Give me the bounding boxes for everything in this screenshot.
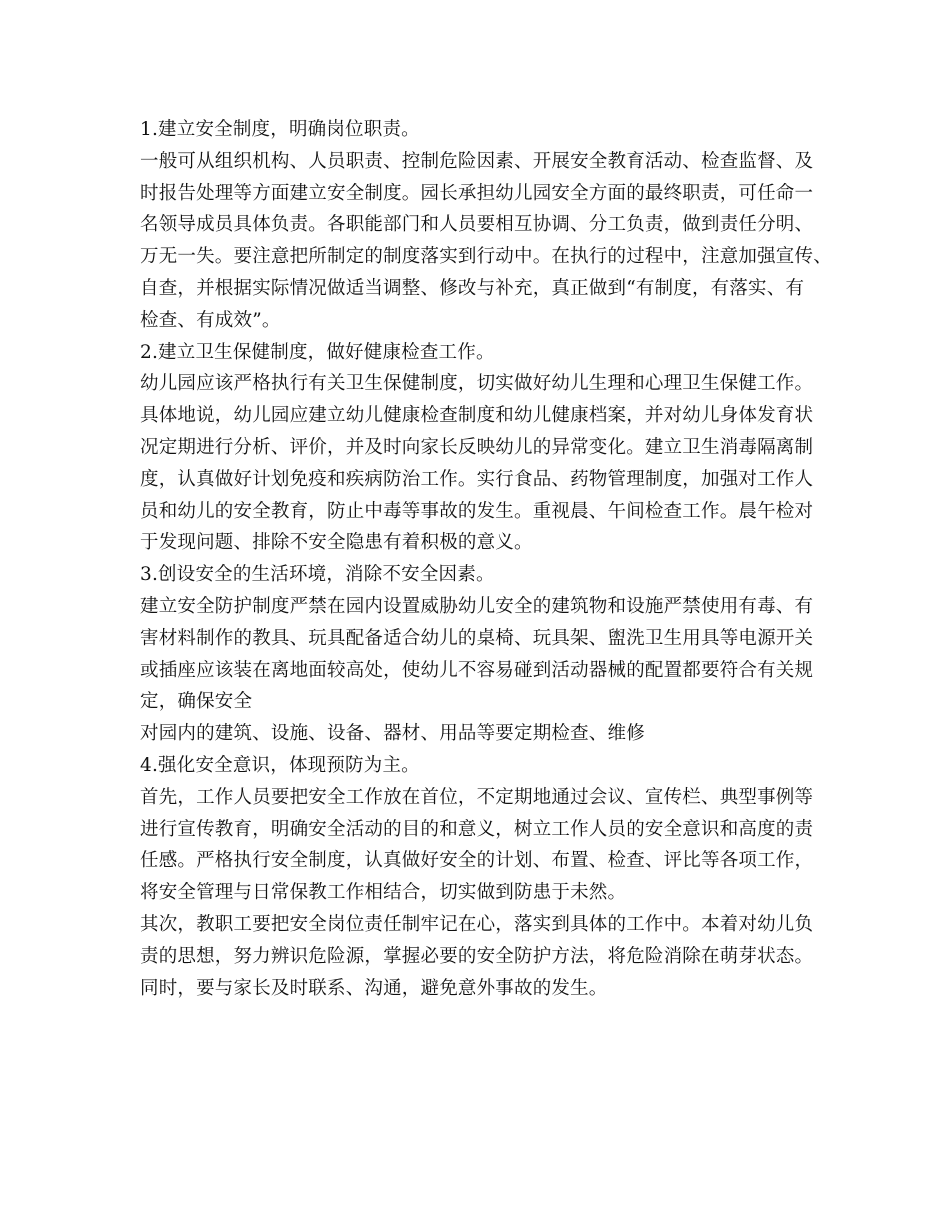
paragraph-line: 幼儿园应该严格执行有关卫生保健制度，切实做好幼儿生理和心理卫生保健工作。 (140, 373, 814, 395)
paragraph-line: 具体地说，幼儿园应建立幼儿健康检查制度和幼儿健康档案，并对幼儿身体发育状 (140, 405, 814, 427)
paragraph-line: 于发现问题、排除不安全隐患有着积极的意义。 (140, 532, 533, 554)
paragraph-line: 其次，教职工要把安全岗位责任制牢记在心，落实到具体的工作中。本着对幼儿负 (140, 913, 814, 935)
heading-1: 1.建立安全制度，明确岗位职责。 (140, 119, 420, 140)
paragraph-line: 任感。严格执行安全制度，认真做好安全的计划、布置、检查、评比等各项工作， (140, 850, 814, 872)
heading-2: 2.建立卫生保健制度，做好健康检查工作。 (140, 341, 495, 363)
paragraph-line: 检查、有成效”。 (140, 309, 281, 331)
paragraph-line: 对园内的建筑、设施、设备、器材、用品等要定期检查、维修 (140, 723, 645, 745)
paragraph-line: 建立安全防护制度严禁在园内设置威胁幼儿安全的建筑物和设施严禁使用有毒、有 (140, 595, 814, 617)
heading-4: 4.强化安全意识，体现预防为主。 (140, 754, 420, 776)
paragraph-line: 首先，工作人员要把安全工作放在首位，不定期地通过会议、宣传栏、典型事例等 (140, 786, 814, 808)
paragraph-line: 员和幼儿的安全教育，防止中毒等事故的发生。重视晨、午间检查工作。晨午检对 (140, 500, 814, 522)
paragraph-line: 将安全管理与日常保教工作相结合，切实做到防患于未然。 (140, 882, 627, 904)
paragraph-line: 时报告处理等方面建立安全制度。园长承担幼儿园安全方面的最终职责，可任命一 (140, 182, 814, 204)
paragraph-line: 责的思想，努力辨识危险源，掌握必要的安全防护方法，将危险消除在萌芽状态。 (140, 945, 814, 967)
paragraph-line: 一般可从组织机构、人员职责、控制危险因素、开展安全教育活动、检查监督、及 (140, 150, 814, 172)
paragraph-line: 度，认真做好计划免疫和疾病防治工作。实行食品、药物管理制度，加强对工作人 (140, 468, 814, 490)
paragraph-line: 进行宣传教育，明确安全活动的目的和意义，树立工作人员的安全意识和高度的责 (140, 818, 814, 840)
document-body (140, 114, 830, 1004)
paragraph-line: 自查，并根据实际情况做适当调整、修改与补充，真正做到“有制度，有落实、有 (140, 277, 805, 299)
paragraph-line: 万无一失。要注意把所制定的制度落实到行动中。在执行的过程中，注意加强宣传、 (140, 246, 832, 268)
paragraph-line: 名领导成员具体负责。各职能部门和人员要相互协调、分工负责，做到责任分明、 (140, 214, 814, 236)
paragraph-line: 害材料制作的教具、玩具配备适合幼儿的桌椅、玩具架、盥洗卫生用具等电源开关 (140, 627, 814, 649)
paragraph-line: 况定期进行分析、评价，并及时向家长反映幼儿的异常变化。建立卫生消毒隔离制 (140, 436, 814, 458)
paragraph-line: 定，确保安全 (140, 691, 253, 713)
paragraph-line: 同时，要与家长及时联系、沟通，避免意外事故的发生。 (140, 977, 608, 999)
paragraph-line: 或插座应该装在离地面较高处，使幼儿不容易碰到活动器械的配置都要符合有关规 (140, 659, 814, 681)
heading-3: 3.创设安全的生活环境，消除不安全因素。 (140, 564, 495, 586)
